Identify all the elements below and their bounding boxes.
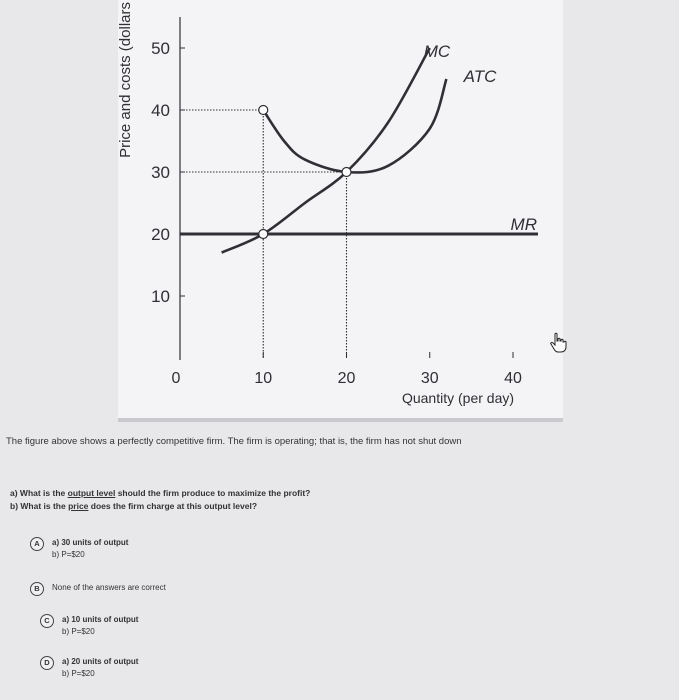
atc-curve xyxy=(263,79,446,172)
option-d-radio[interactable]: D xyxy=(40,656,54,670)
origin-label: 0 xyxy=(171,370,181,387)
y-tick-label: 30 xyxy=(151,163,170,182)
option-c-line1: a) 10 units of output xyxy=(62,615,139,624)
option-a-radio[interactable]: A xyxy=(30,537,44,551)
figure-description: The figure above shows a perfectly competitive firm. The firm is operating; that is, the firm has not shut down xyxy=(6,436,462,447)
question-part-a: a) What is the output level should the firm produce to maximize the profit? xyxy=(10,488,311,498)
option-b-radio[interactable]: B xyxy=(30,582,44,596)
x-tick-label: 40 xyxy=(504,370,522,387)
option-a-line1: a) 30 units of output xyxy=(52,538,129,547)
y-tick-label: 40 xyxy=(151,101,170,120)
hand-pointer-icon xyxy=(548,332,568,354)
atc-label: ATC xyxy=(463,67,497,86)
x-tick-label: 10 xyxy=(254,370,273,387)
marked-point xyxy=(259,106,268,115)
mc-label: MC xyxy=(423,42,451,61)
option-d[interactable] xyxy=(40,656,138,680)
marked-point xyxy=(342,168,351,177)
option-c[interactable] xyxy=(40,614,138,638)
mc-curve xyxy=(222,48,430,253)
option-d-line2: b) P=$20 xyxy=(62,669,95,678)
option-b-line1: None of the answers are correct xyxy=(52,583,166,592)
x-tick-label: 30 xyxy=(420,370,439,387)
x-axis-label: Quantity (per day) xyxy=(401,390,515,406)
option-a[interactable] xyxy=(30,537,128,561)
mr-label: MR xyxy=(510,215,537,234)
option-d-line1: a) 20 units of output xyxy=(62,657,139,666)
x-tick-label: 20 xyxy=(337,370,356,387)
option-c-radio[interactable]: C xyxy=(40,614,54,628)
question-part-b: b) What is the price does the firm charge at this output level? xyxy=(10,501,258,511)
option-a-line2: b) P=$20 xyxy=(52,550,85,559)
y-axis-label: Price and costs (dollars xyxy=(117,2,134,158)
y-tick-label: 50 xyxy=(151,39,170,58)
y-tick-label: 10 xyxy=(151,287,170,306)
question-text xyxy=(10,487,310,513)
option-c-line2: b) P=$20 xyxy=(62,627,95,636)
y-tick-label: 20 xyxy=(151,225,170,244)
option-b[interactable] xyxy=(30,582,166,596)
marked-point xyxy=(259,230,268,239)
